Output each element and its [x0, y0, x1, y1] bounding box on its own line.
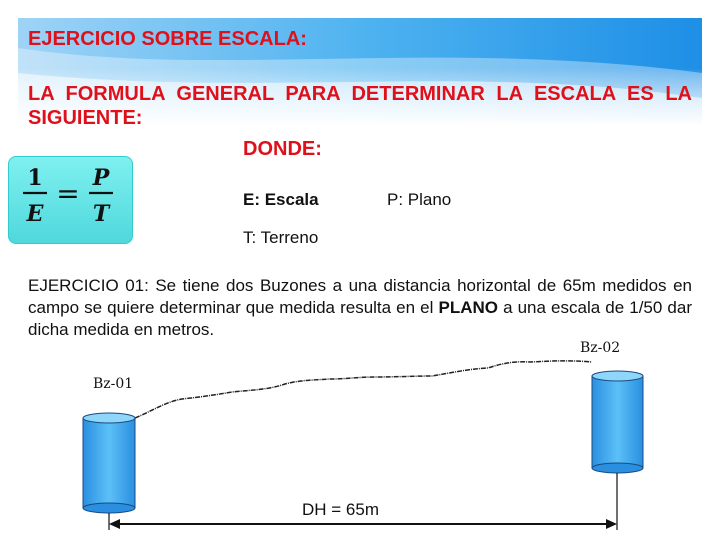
slide-title: EJERCICIO SOBRE ESCALA: [28, 28, 307, 50]
formula-heading-line1: LA FORMULA GENERAL PARA DETERMINAR LA ESCALA ES LA [28, 83, 692, 105]
legend-terreno: T: Terreno [243, 228, 319, 247]
exercise-part2: a una escala de 1/50 dar dicha medida en metros. [28, 298, 692, 339]
formula-right-denominator: T [92, 201, 110, 227]
formula-equals: = [56, 177, 80, 210]
dh-label: DH = 65m [302, 500, 379, 519]
formula-heading-line2: SIGUIENTE: [28, 107, 143, 129]
donde-label: DONDE: [243, 138, 322, 160]
formula-svg [9, 157, 132, 243]
exercise-highlight-plano: PLANO [438, 298, 498, 317]
buzon-02 [592, 371, 643, 473]
buzon-01 [83, 413, 135, 513]
formula-box [8, 156, 133, 244]
legend-escala: E: Escala [243, 190, 319, 209]
formula-right-numerator: P [92, 165, 110, 191]
bz-02-label: Bz-02 [580, 340, 621, 356]
exercise-part1: EJERCICIO 01: Se tiene dos Buzones a una distancia horizontal de 65m medidos en campo se quiere determinar que medida resulta en el [28, 276, 692, 317]
bz-01-label: Bz-01 [93, 376, 134, 392]
legend-plano: P: Plano [387, 190, 452, 209]
formula-left-denominator: E [26, 201, 44, 227]
dimension-arrow-right [606, 519, 617, 529]
dimension-arrow-left [109, 519, 120, 529]
terrain-line [135, 361, 592, 418]
formula-left-numerator: 1 [27, 165, 43, 191]
